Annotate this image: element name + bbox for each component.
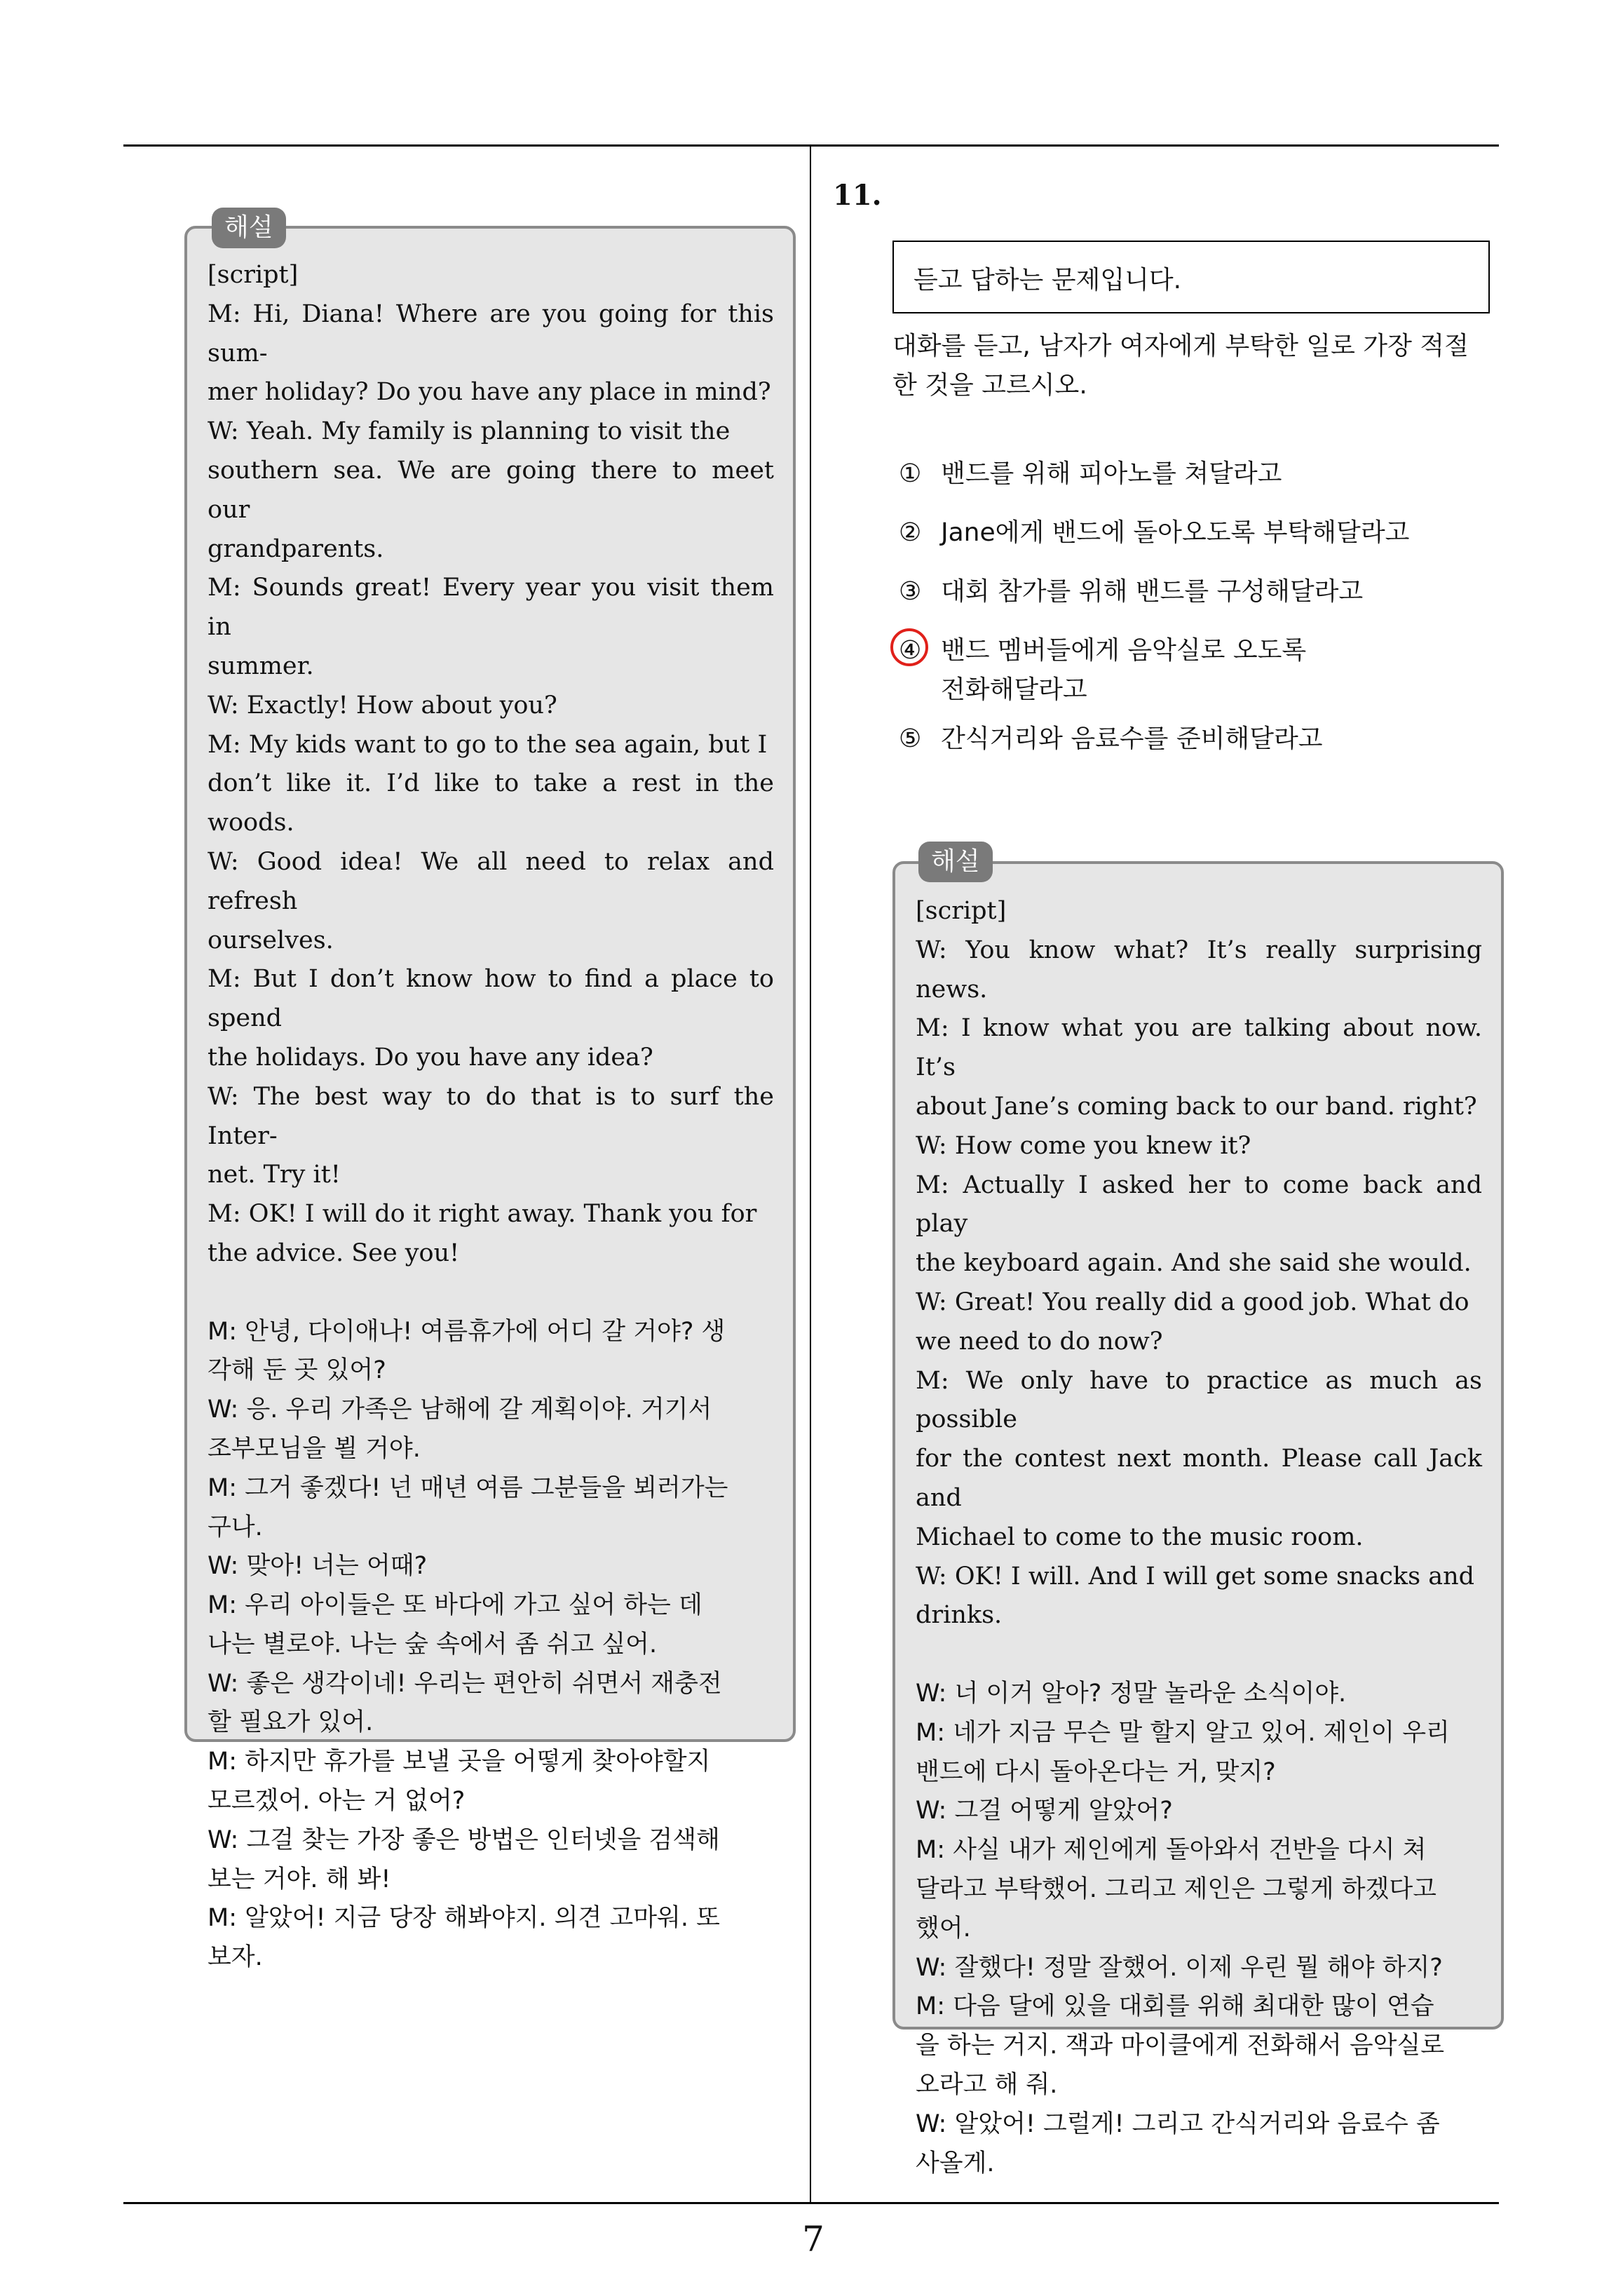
- right-script-text: [916, 892, 1482, 2183]
- script-line: W: 알았어! 그럴게! 그리고 간식거리와 음료수 좀: [916, 2109, 1440, 2138]
- script-line: W: 그걸 어떻게 알았어?: [916, 1797, 1173, 1825]
- script-line: W: OK! I will. And I will get some snacks and: [916, 1562, 1475, 1591]
- script-line: M: But I don’t know how to find a place to spend: [208, 965, 774, 1033]
- script-line: the holidays. Do you have any idea?: [208, 1043, 653, 1072]
- script-line: M: OK! I will do it right away. Thank you for: [208, 1200, 757, 1229]
- script-line: the keyboard again. And she said she would.: [916, 1249, 1472, 1278]
- choice-number: ②: [899, 518, 922, 547]
- script-line: 밴드에 다시 돌아온다는 거, 맞지?: [916, 1757, 1276, 1786]
- script-line: W: 응. 우리 가족은 남해에 갈 계획이야. 거기서: [208, 1396, 712, 1424]
- script-line: 달라고 부탁했어. 그리고 제인은 그렇게 하겠다고: [916, 1875, 1437, 1903]
- script-line: M: 사실 내가 제인에게 돌아와서 건반을 다시 쳐: [916, 1836, 1427, 1865]
- script-line: W: Good idea! We all need to relax and refresh: [208, 847, 774, 915]
- script-line: [208, 1274, 774, 1313]
- script-line: M: 알았어! 지금 당장 해봐야지. 의견 고마워. 또: [208, 1904, 720, 1933]
- top-rule: [123, 144, 1499, 147]
- choice-text: [941, 631, 1306, 710]
- choice-4[interactable]: [899, 631, 1306, 710]
- script-line: M: Hi, Diana! Where are you going for this sum-: [208, 299, 774, 367]
- script-line: 조부모님을 뵐 거야.: [208, 1434, 421, 1463]
- left-script-text: [208, 256, 774, 1978]
- instruction-text: 듣고 답하는 문제입니다.: [914, 266, 1182, 295]
- page-number: 7: [802, 2219, 824, 2260]
- script-line: net. Try it!: [208, 1161, 341, 1189]
- script-line: W: 잘했다! 정말 잘했어. 이제 우린 뭘 해야 하지?: [916, 1953, 1443, 1982]
- choice-1[interactable]: [899, 454, 1282, 494]
- script-line: M: 하지만 휴가를 보낼 곳을 어떻게 찾아야할지: [208, 1748, 711, 1776]
- script-line: [script]: [916, 897, 1007, 925]
- choice-text-line: 밴드를 위해 피아노를 쳐달라고: [941, 459, 1282, 488]
- script-line: W: Yeah. My family is planning to visit the: [208, 417, 731, 446]
- script-line: Michael to come to the music room.: [916, 1522, 1364, 1551]
- choice-number: ④: [899, 636, 922, 665]
- choice-number: ③: [899, 577, 922, 606]
- script-line: drinks.: [916, 1601, 1003, 1630]
- choice-text-line: 전화해달라고: [941, 675, 1087, 704]
- choice-text-line: 간식거리와 음료수를 준비해달라고: [941, 724, 1323, 753]
- script-line: M: 안녕, 다이애나! 여름휴가에 어디 갈 거야? 생: [208, 1317, 726, 1346]
- prompt-line: 한 것을 고르시오.: [892, 371, 1087, 400]
- choice-text: [941, 513, 1409, 553]
- choice-text: [941, 454, 1282, 494]
- script-line: M: Sounds great! Every year you visit them in: [208, 574, 774, 642]
- script-line: 할 필요가 있어.: [208, 1708, 374, 1737]
- script-line: M: We only have to practice as much as possible: [916, 1366, 1482, 1434]
- script-line: 사올게.: [916, 2149, 995, 2177]
- script-line: M: My kids want to go to the sea again, but I: [208, 730, 768, 759]
- script-line: 각해 둔 곳 있어?: [208, 1356, 386, 1385]
- script-line: 나는 별로야. 나는 숲 속에서 좀 쉬고 싶어.: [208, 1630, 658, 1659]
- script-line: grandparents.: [208, 534, 384, 563]
- script-line: W: How come you knew it?: [916, 1131, 1251, 1160]
- script-line: W: Exactly! How about you?: [208, 691, 557, 720]
- script-line: 구나.: [208, 1513, 263, 1541]
- choice-number: ①: [899, 459, 922, 488]
- instruction-box: [892, 241, 1490, 313]
- script-line: W: 맞아! 너는 어때?: [208, 1552, 428, 1581]
- choice-text: [941, 572, 1363, 612]
- script-line: 오라고 해 줘.: [916, 2070, 1058, 2099]
- question-prompt: [892, 327, 1509, 405]
- script-line: M: 다음 달에 있을 대회를 위해 최대한 많이 연습: [916, 1992, 1434, 2021]
- script-line: 보자.: [208, 1943, 263, 1972]
- choice-number: ⑤: [899, 724, 922, 753]
- script-line: 모르겠어. 아는 거 없어?: [208, 1787, 466, 1816]
- answer-circle-mark: [890, 628, 928, 666]
- script-line: M: I know what you are talking about now. It’s: [916, 1014, 1482, 1082]
- script-line: don’t like it. I’d like to take a rest in the woods.: [208, 769, 774, 837]
- choice-text-line: 대회 참가를 위해 밴드를 구성해달라고: [941, 577, 1364, 606]
- script-line: M: 그거 좋겠다! 넌 매년 여름 그분들을 뵈러가는: [208, 1473, 728, 1502]
- column-divider: [810, 144, 811, 2203]
- script-line: M: 우리 아이들은 또 바다에 가고 싶어 하는 데: [208, 1591, 702, 1620]
- script-line: M: Actually I asked her to come back and play: [916, 1170, 1482, 1238]
- script-line: W: Great! You really did a good job. What do: [916, 1288, 1469, 1316]
- script-line: for the contest next month. Please call Jack and: [916, 1445, 1482, 1512]
- prompt-line: 대화를 듣고, 남자가 여자에게 부탁한 일로 가장 적절: [892, 332, 1469, 360]
- choice-5[interactable]: [899, 720, 1323, 759]
- left-explanation-tab: 해설: [212, 208, 286, 248]
- script-line: 을 하는 거지. 잭과 마이클에게 전화해서 음악실로: [916, 2032, 1445, 2060]
- script-line: ourselves.: [208, 926, 334, 954]
- script-line: W: 그걸 찾는 가장 좋은 방법은 인터넷을 검색해: [208, 1825, 720, 1854]
- script-line: W: You know what? It’s really surprising news.: [916, 936, 1482, 1004]
- choice-text-line: 밴드 멤버들에게 음악실로 오도록: [941, 636, 1307, 665]
- script-line: southern sea. We are going there to meet our: [208, 456, 774, 524]
- script-line: W: The best way to do that is to surf the Inter-: [208, 1082, 774, 1150]
- script-line: M: 네가 지금 무슨 말 할지 알고 있어. 제인이 우리: [916, 1718, 1450, 1747]
- script-line: 보는 거야. 해 봐!: [208, 1865, 391, 1893]
- choice-text: [941, 720, 1323, 759]
- script-line: W: 너 이거 알아? 정말 놀라운 소식이야.: [916, 1679, 1347, 1708]
- script-line: the advice. See you!: [208, 1238, 460, 1267]
- choice-text-line: Jane에게 밴드에 돌아오도록 부탁해달라고: [941, 518, 1410, 547]
- script-line: mer holiday? Do you have any place in mind?: [208, 378, 771, 407]
- right-explanation-tab: 해설: [918, 842, 993, 882]
- choice-2[interactable]: [899, 513, 1409, 553]
- bottom-rule: [123, 2202, 1499, 2204]
- script-line: [916, 1635, 1482, 1675]
- script-line: we need to do now?: [916, 1327, 1163, 1356]
- script-line: about Jane’s coming back to our band. right?: [916, 1092, 1477, 1121]
- question-number: 11.: [833, 179, 882, 212]
- script-line: summer.: [208, 651, 314, 680]
- script-line: [script]: [208, 261, 299, 289]
- script-line: 했어.: [916, 1914, 971, 1943]
- choice-3[interactable]: [899, 572, 1363, 612]
- script-line: W: 좋은 생각이네! 우리는 편안히 쉬면서 재충전: [208, 1669, 722, 1698]
